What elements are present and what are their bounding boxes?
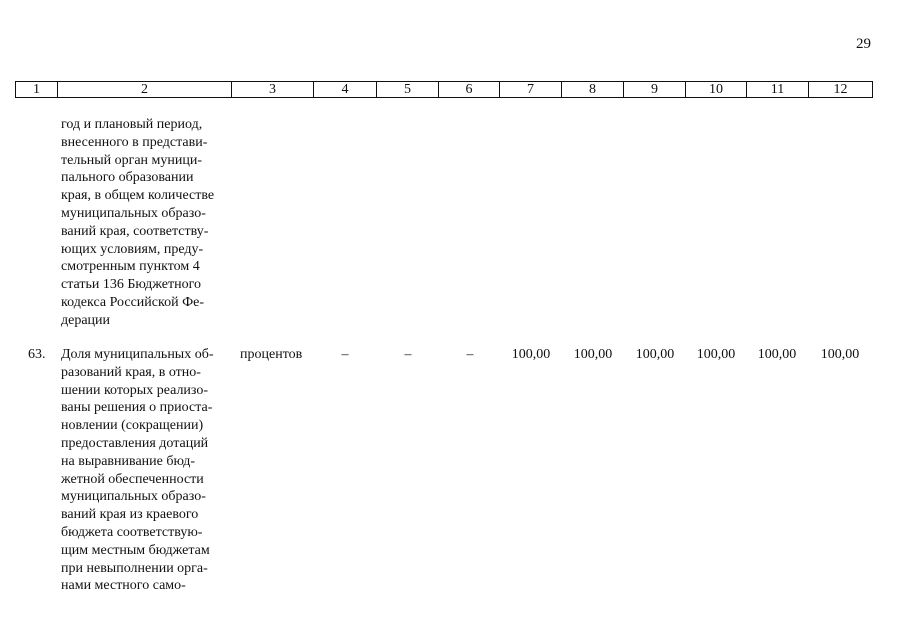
text-line: разований края, в отно- <box>61 364 201 380</box>
column-header-9: 9 <box>624 82 686 98</box>
continued-indicator-text <box>61 116 231 330</box>
text-line: шении которых реализо- <box>61 382 209 398</box>
text-line: ваний края, соответству- <box>61 223 209 239</box>
text-line: предоставления дотаций <box>61 435 209 451</box>
text-line: дерации <box>61 312 111 328</box>
text-line: нами местного само- <box>61 578 186 594</box>
value-col-10: 100,00 <box>696 347 736 362</box>
value-col-9: 100,00 <box>635 347 675 362</box>
value-col-5: – <box>404 347 412 362</box>
value-col-4: – <box>341 347 349 362</box>
text-line: на выравнивание бюд- <box>61 453 196 469</box>
text-line: ющих условиям, преду- <box>61 241 204 257</box>
column-header-8: 8 <box>562 82 624 98</box>
text-line: Доля муниципальных об- <box>61 347 214 362</box>
text-line: муниципальных образо- <box>61 205 206 221</box>
value-col-6: – <box>466 347 474 362</box>
column-header-6: 6 <box>439 82 500 98</box>
column-header-1: 1 <box>16 82 58 98</box>
text-line: жетной обеспеченности <box>61 471 204 487</box>
text-line: новлении (сокращении) <box>61 418 204 434</box>
text-line: тельный орган муници- <box>61 152 203 168</box>
text-line: год и плановый период, <box>61 117 203 132</box>
column-header-4: 4 <box>314 82 377 98</box>
text-line: ваны решения о приоста- <box>61 400 213 416</box>
value-col-12: 100,00 <box>820 347 860 362</box>
column-header-12: 12 <box>809 82 873 98</box>
text-line: смотренным пунктом 4 <box>61 259 200 275</box>
value-col-11: 100,00 <box>757 347 797 362</box>
text-line: статьи 136 Бюджетного <box>61 277 201 293</box>
column-header-3: 3 <box>232 82 314 98</box>
text-line: ваний края из краевого <box>61 507 199 523</box>
text-line: внесенного в представи- <box>61 134 208 150</box>
value-col-8: 100,00 <box>573 347 613 362</box>
page-number: 29 <box>856 36 871 52</box>
column-number-header <box>15 81 873 98</box>
text-line: бюджета соответствую- <box>61 524 203 540</box>
text-line: кодекса Российской Фе- <box>61 294 205 310</box>
value-col-7: 100,00 <box>511 347 551 362</box>
text-line: при невыполнении орга- <box>61 560 208 576</box>
indicator-description <box>61 346 231 595</box>
text-line: пального образовании <box>61 170 194 186</box>
row-number: 63. <box>28 347 46 362</box>
column-header-5: 5 <box>377 82 439 98</box>
text-line: муниципальных образо- <box>61 489 206 505</box>
column-header-11: 11 <box>747 82 809 98</box>
column-header-10: 10 <box>686 82 747 98</box>
text-line: щим местным бюджетам <box>61 542 210 558</box>
unit-of-measure: процентов <box>240 347 303 362</box>
column-header-7: 7 <box>500 82 562 98</box>
text-line: края, в общем количестве <box>61 188 215 204</box>
column-header-2: 2 <box>58 82 232 98</box>
